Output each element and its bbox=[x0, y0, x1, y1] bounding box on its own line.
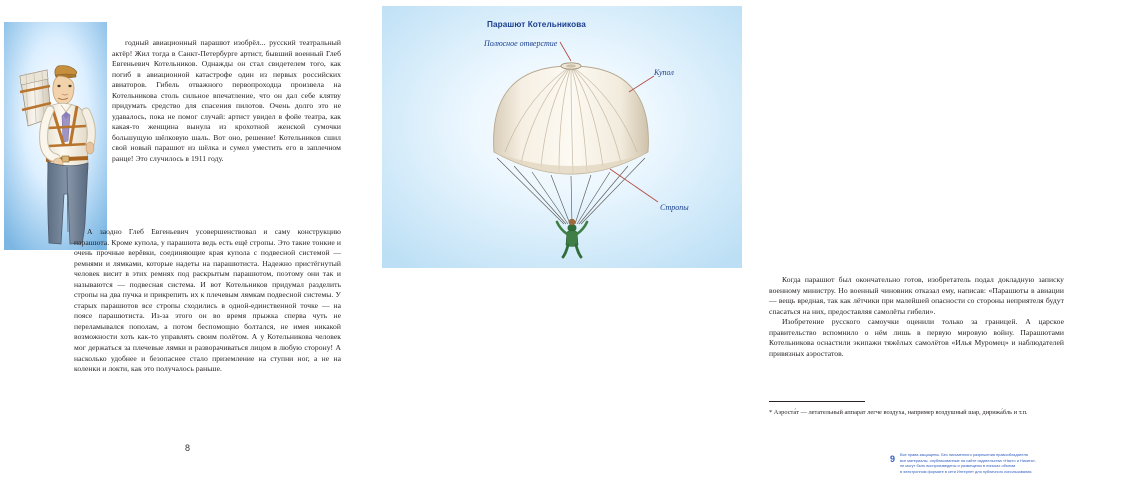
footnote-text: * Аэроста́т — летательный аппарат легче воздуха, например воздушный шар, дирижа́бль и т.п. bbox=[769, 409, 1028, 416]
left-column-text-upper bbox=[112, 38, 341, 165]
left-page bbox=[0, 0, 375, 482]
copyright-line: не могут быть воспроизведены и размещены в поисках объема bbox=[900, 463, 1016, 469]
diagram-title: Парашют Котельникова bbox=[487, 20, 586, 29]
illustration-svg bbox=[4, 22, 107, 250]
right-page-number: 9 bbox=[890, 454, 896, 464]
paragraph: Когда парашют был окончательно готов, изобретатель подал докладную записку военному министру. Но военный чиновник отказал ему, написав: «Парашюты в авиации — вещь вредная, так как лётчики при малейшей опасности со стороны неприятеля будут спасаться на них, предоставляя самолёты гибели». bbox=[769, 275, 1064, 316]
paragraph: А заодно Глеб Евгеньевич усовершенствовал и саму конструкцию парашюта. Кроме купола, у парашюта ведь есть ещё стропы. Это такие тонкие и очень прочные верёвки, соединяющие края купола с подвесной системой — ремнями и лямками, которые надеты на парашютиста. Надежно пристёгнутый человек висит в этих ремнях под раскрытым парашютом, поэтому они так и называются — подвесная система. И вот Котельников придумал разделить стропы на два пучка и прикрепить их к плечевым лямкам подвесной системы. У старых парашютов все стропы сходились в одной-единственной точке — на поясе парашютиста. Из-за этого он во время прыжка сперва чуть не переламывался пополам, а потом беспомощно болтался, не имея никакой возможности хоть как-то управлять своим полётом. А у Котельникова человек мог держаться за плечевые лямки и разворачиваться лицом в любую сторону! А насколько удобнее и безопаснее стало приземление на ступни ног, а не на коленки и локти, как это получалось раньше. bbox=[74, 227, 341, 374]
left-page-number: 8 bbox=[184, 443, 190, 453]
diagram-label-polar-hole: Полюсное отверстие bbox=[484, 39, 558, 48]
diagram-label-lines: Стропы bbox=[660, 203, 689, 212]
paragraph: Изобретение русского самоучки оценили только за границей. А царское правительство вспомнило о нём лишь в первую мировую войну. Парашютами Котельникова оснастили экипажи тяжёлых самолётов «Илья Муромец» и наблюдателей привязных аэростатов. bbox=[769, 317, 1064, 358]
right-column-text bbox=[769, 275, 1064, 359]
parachute-diagram bbox=[382, 6, 742, 268]
diagram-label-canopy: Купол bbox=[654, 68, 674, 77]
copyright-notice bbox=[900, 452, 1122, 474]
copyright-line: в электронном формате в сети Интернет для публичного использования. bbox=[900, 468, 1033, 474]
parachute-diagram-svg bbox=[382, 6, 742, 268]
right-page bbox=[375, 0, 1064, 482]
figure-torso bbox=[44, 103, 94, 173]
illustration-man-with-backpack-parachute bbox=[4, 22, 107, 250]
paragraph: годный авиационный парашют изобрёл... русский театральный актёр! Жил тогда в Санкт-Петербурге артист, бывший военный Глеб Евгеньевич Котельников. Однажды он стал свидетелем того, как погиб в авиационной катастрофе один из первых российских авиаторов. Гибель отважного первопроходца произвела на Котельникова столь сильное впечатление, что он дал себе клятву придумать средство для спасения пилотов. Очень долго это не удавалось, пока не помог случай: артист увидел в фойе театра, как какая-то женщина вынула из крохотной женской сумочки большущую шёлковую шаль. Вот оно, решение! Котельников сшил свой новый парашют из шёлка и сумел уместить его в заплечном ранце! Это случилось в 1911 году. bbox=[112, 38, 341, 164]
footnote-divider bbox=[769, 401, 865, 402]
copyright-line: все материалы, опубликованные на сайте издательства «Насто и Никита», bbox=[900, 457, 1037, 463]
copyright-line: Все права защищены. Без письменного разрешения правообладателя bbox=[900, 452, 1028, 457]
left-column-text-lower bbox=[74, 227, 341, 375]
